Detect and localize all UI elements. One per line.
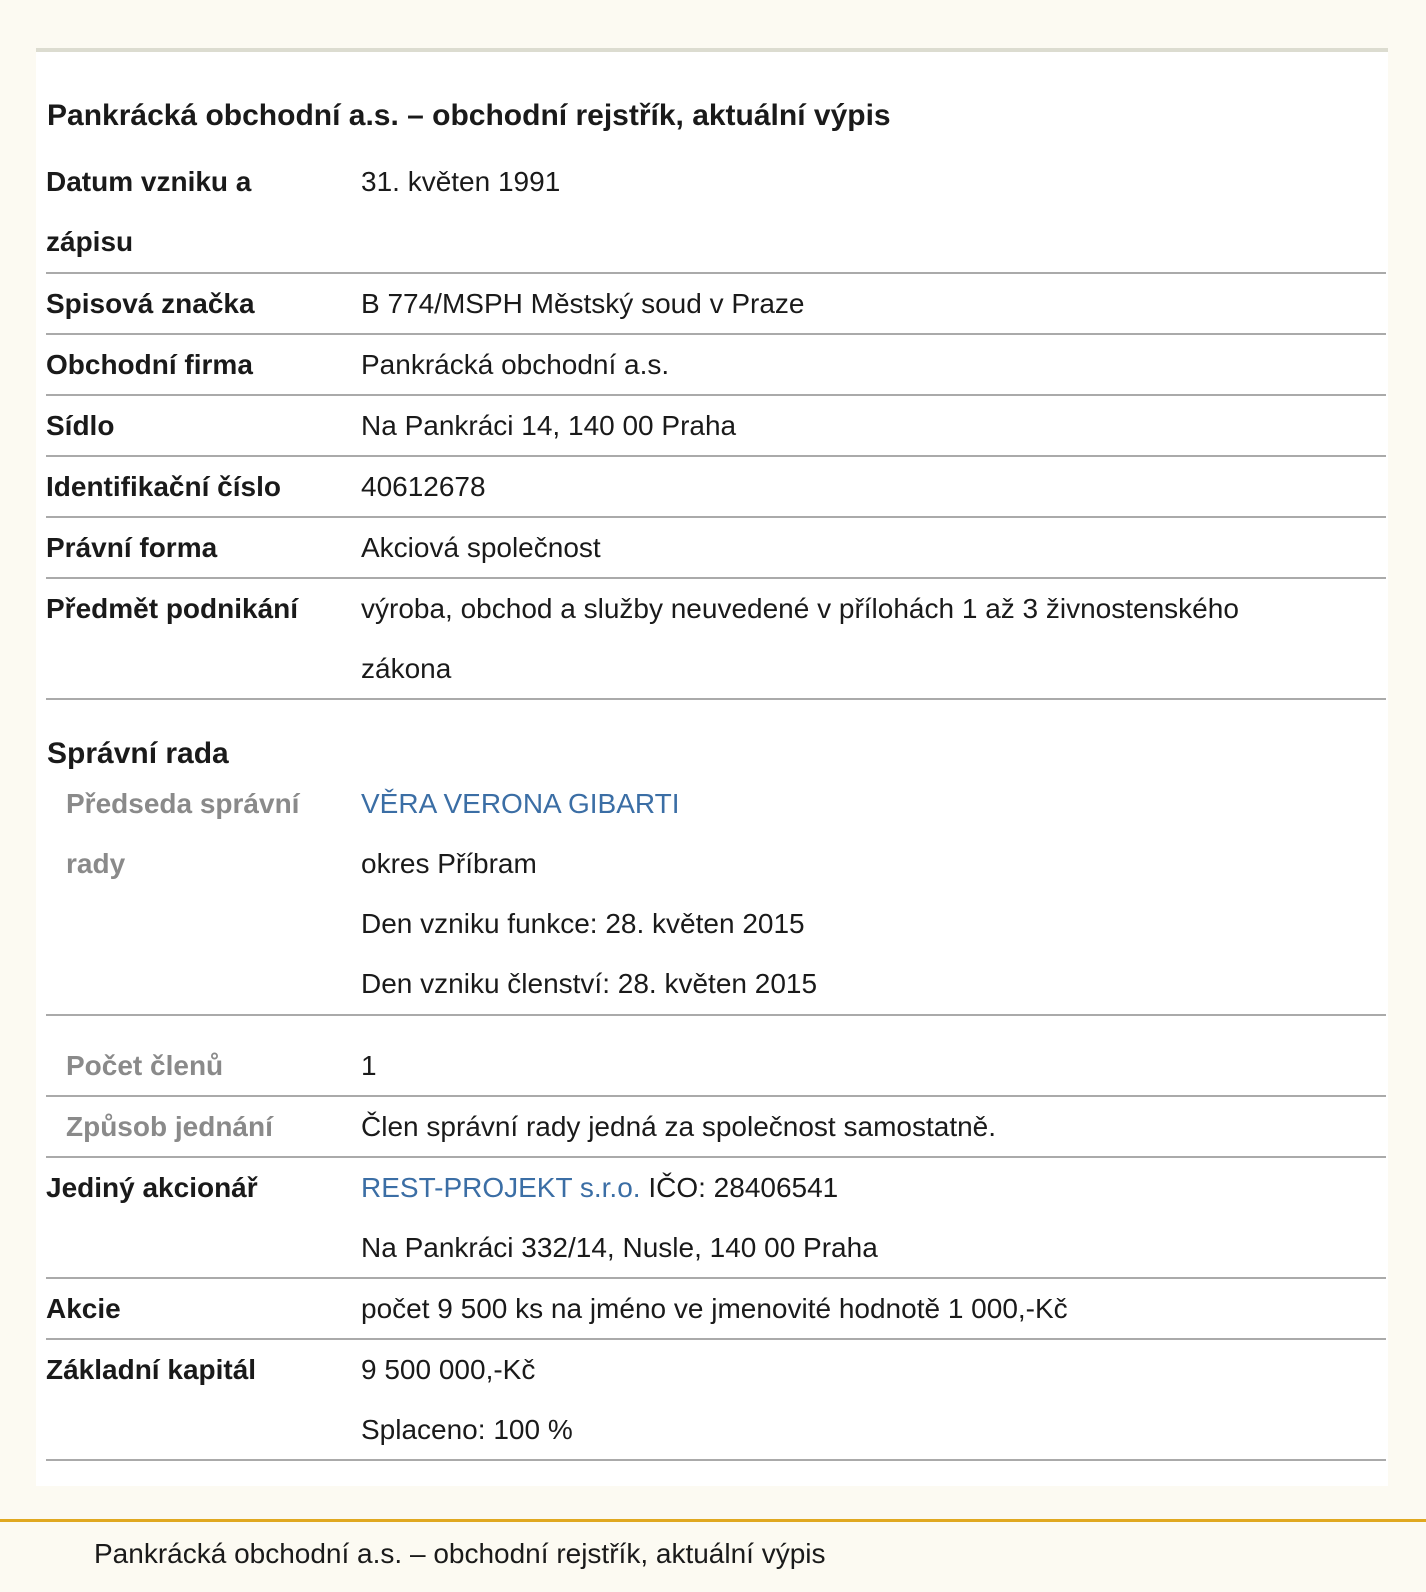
footer-accent-bar [0, 1519, 1426, 1522]
row-label: Akcie [46, 1293, 121, 1324]
predseda-vznik-clenstvi: Den vzniku členství: 28. květen 2015 [361, 968, 818, 999]
row-akcie [46, 1279, 1386, 1340]
predseda-name-line [361, 774, 1386, 834]
row-value: 40612678 [361, 471, 486, 502]
kapital-splaceno: Splaceno: 100 % [361, 1414, 573, 1445]
predseda-okres: okres Příbram [361, 848, 537, 879]
akcionar-line [361, 1158, 1386, 1218]
row-value-line: výroba, obchod a služby neuvedené v přílohách 1 až 3 živnostenského [361, 593, 1239, 624]
row-identifikacni-cislo [46, 457, 1386, 518]
row-label: Předmět podnikání [46, 593, 299, 624]
row-value: B 774/MSPH Městský soud v Praze [361, 288, 805, 319]
row-value: Pankrácká obchodní a.s. [361, 349, 670, 380]
predseda-name-link[interactable]: VĚRA VERONA GIBARTI [361, 788, 680, 819]
row-pocet-clenu [46, 1016, 1386, 1097]
section-heading-spravni-rada: Správní rada [47, 737, 229, 770]
row-obchodni-firma [46, 335, 1386, 396]
row-datum-vzniku [46, 152, 1386, 274]
row-value: Akciová společnost [361, 532, 601, 563]
row-label-line: Předseda správní [66, 788, 300, 819]
row-label: Právní forma [46, 532, 218, 563]
row-value [361, 579, 1386, 699]
page-title: Pankrácká obchodní a.s. – obchodní rejstřík, aktuální výpis [47, 99, 891, 132]
footer-caption: Pankrácká obchodní a.s. – obchodní rejstřík, aktuální výpis [94, 1538, 826, 1569]
row-label-line: zápisu [46, 226, 134, 257]
row-label [66, 774, 336, 894]
row-pravni-forma [46, 518, 1386, 579]
row-label: Způsob jednání [66, 1111, 273, 1142]
row-predmet-podnikani [46, 579, 1386, 700]
row-label [46, 152, 336, 272]
predseda-vznik-funkce: Den vzniku funkce: 28. květen 2015 [361, 908, 805, 939]
row-zpusob-jednani [46, 1097, 1386, 1158]
row-value: Člen správní rady jedná za společnost samostatně. [361, 1111, 997, 1142]
row-sidlo [46, 396, 1386, 457]
row-label: Jediný akcionář [46, 1172, 258, 1203]
akcionar-address: Na Pankráci 332/14, Nusle, 140 00 Praha [361, 1232, 878, 1263]
row-value: Na Pankráci 14, 140 00 Praha [361, 410, 737, 441]
row-label: Základní kapitál [46, 1354, 257, 1385]
row-value [361, 1340, 1386, 1460]
row-spisova-znacka [46, 274, 1386, 335]
row-label: Identifikační číslo [46, 471, 281, 502]
akcionar-ico: IČO: 28406541 [640, 1172, 839, 1203]
row-label: Obchodní firma [46, 349, 253, 380]
row-label-line: Datum vzniku a [46, 166, 252, 197]
akcionar-name-link[interactable]: REST-PROJEKT s.r.o. [361, 1172, 641, 1203]
row-label: Spisová značka [46, 288, 255, 319]
row-label: Počet členů [66, 1050, 224, 1081]
row-value-line: zákona [361, 653, 452, 684]
row-label-line: rady [66, 848, 126, 879]
row-value: 1 [361, 1050, 377, 1081]
row-predseda [46, 774, 1386, 1016]
row-value: 31. květen 1991 [361, 166, 561, 197]
row-jediny-akcionar [46, 1158, 1386, 1279]
row-label: Sídlo [46, 410, 115, 441]
kapital-amount: 9 500 000,-Kč [361, 1354, 536, 1385]
row-zakladni-kapital [46, 1340, 1386, 1461]
row-value: počet 9 500 ks na jméno ve jmenovité hodnotě 1 000,-Kč [361, 1293, 1068, 1324]
row-value [361, 774, 1386, 1014]
row-value [361, 1158, 1386, 1278]
registry-card [36, 48, 1388, 1486]
